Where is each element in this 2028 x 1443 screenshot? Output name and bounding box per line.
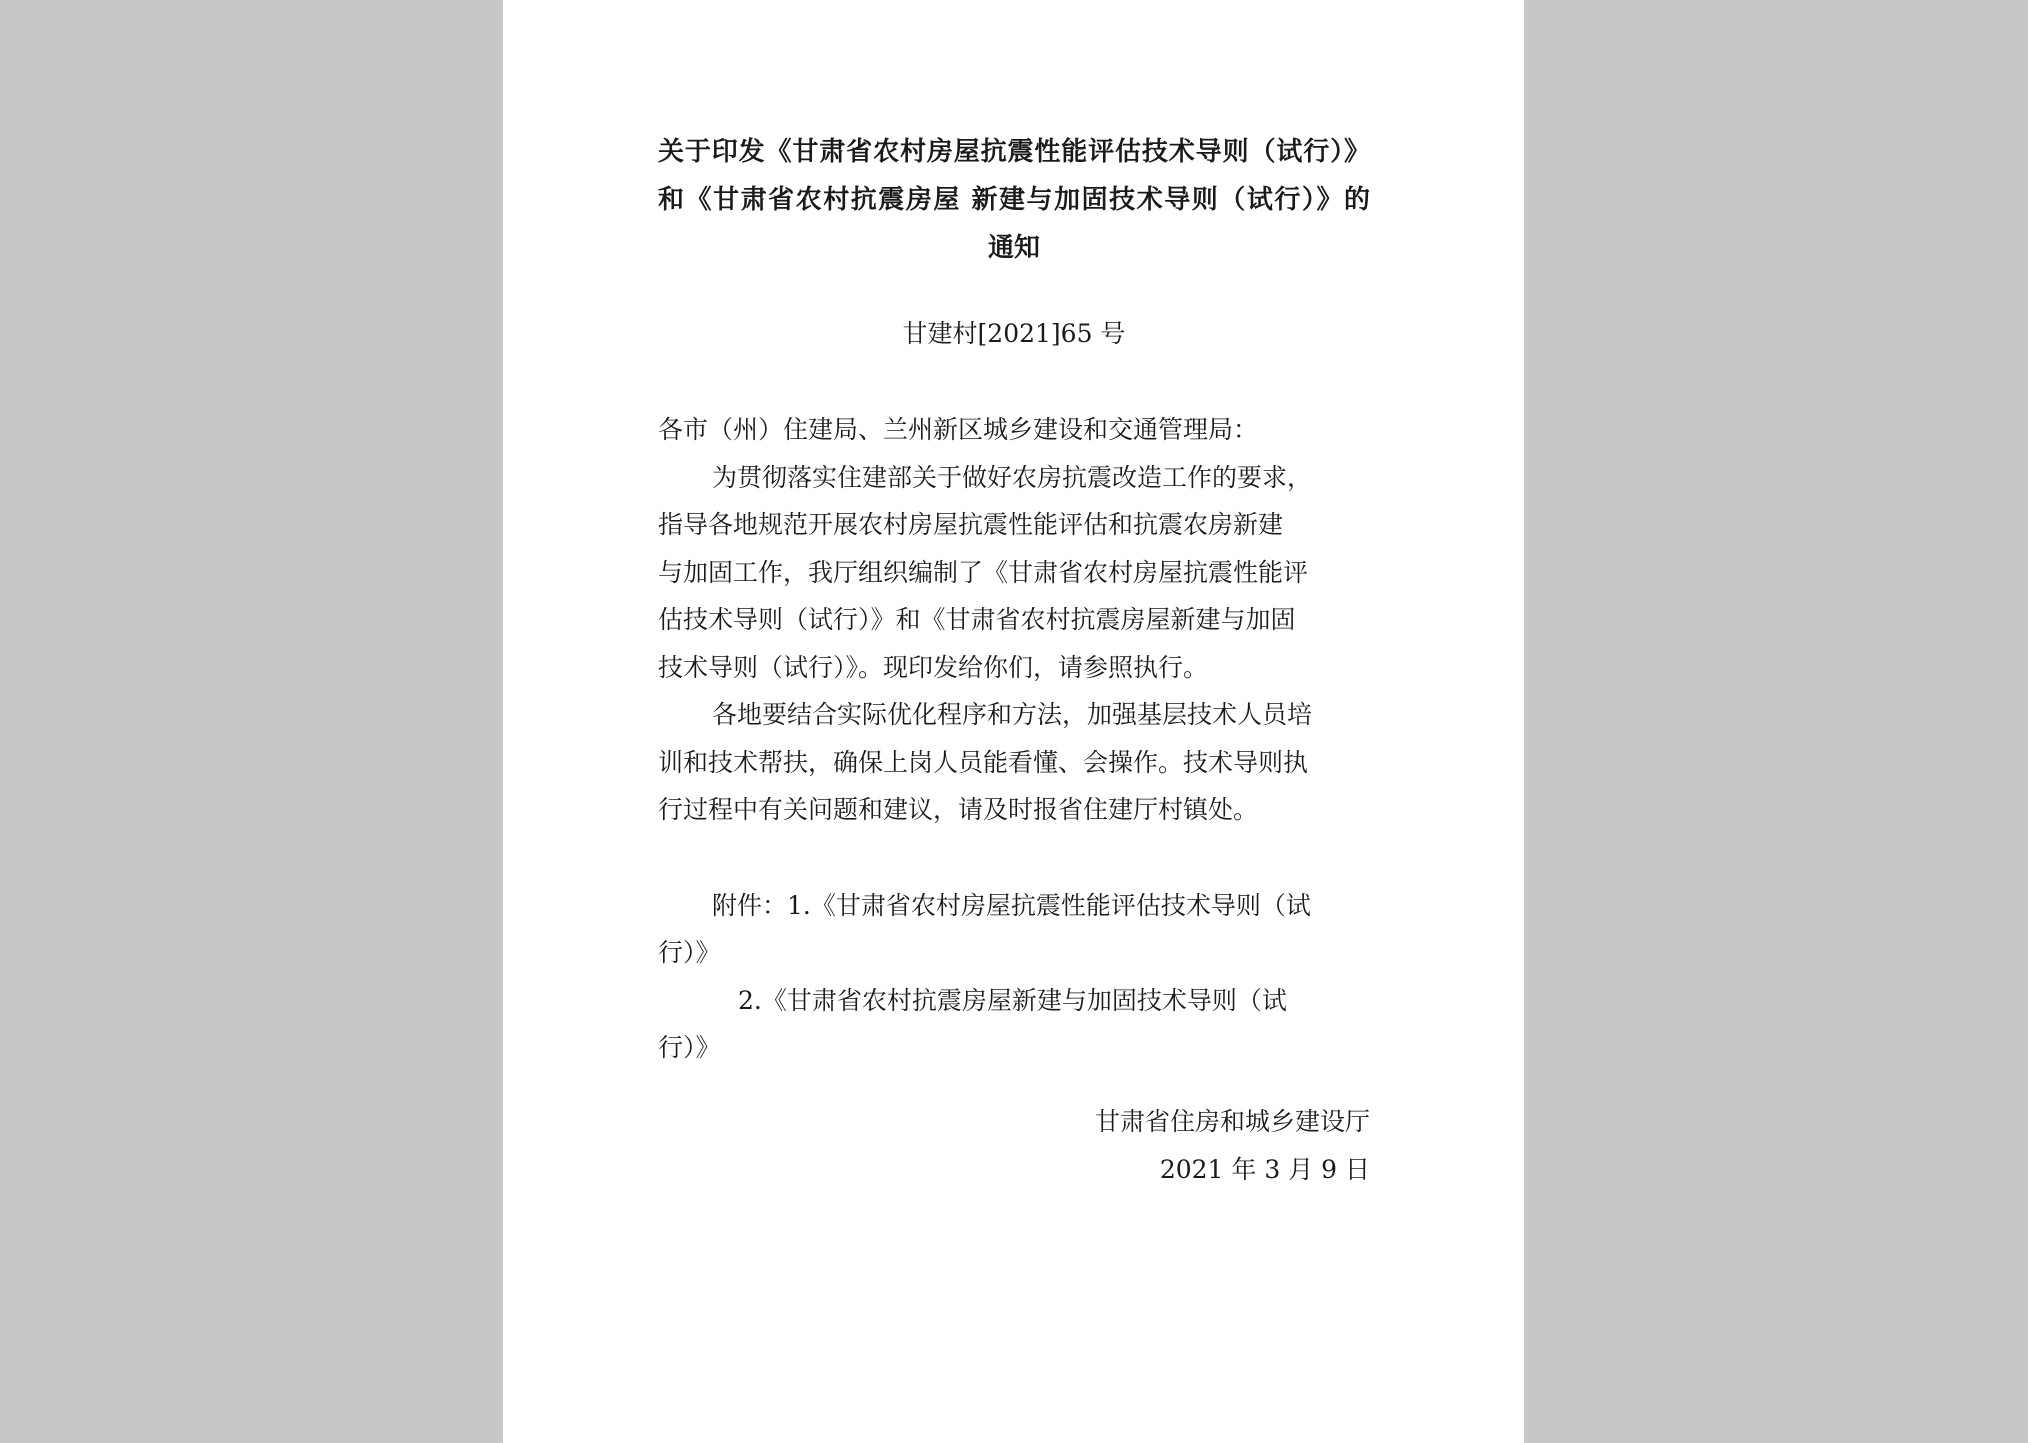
- signature-block: [658, 1098, 1370, 1194]
- title-line-2: 和《甘肃省农村抗震房屋 新建与加固技术导则（试行）》的: [658, 185, 1370, 215]
- document-title: [658, 128, 1370, 272]
- paragraph-1-line-4: 估技术导则（试行）》和《甘肃省农村抗震房屋新建与加固: [658, 605, 1296, 634]
- title-line-1: 关于印发《甘肃省农村房屋抗震性能评估技术导则（试行）》: [658, 137, 1370, 167]
- attachment-2-line-1: 2.《甘肃省农村抗震房屋新建与加固技术导则（试: [738, 985, 1287, 1015]
- signature-org: 甘肃省住房和城乡建设厅: [1094, 1106, 1370, 1136]
- title-line-3: 通知: [987, 233, 1040, 263]
- paragraph-1-line-5: 技术导则（试行）》。现印发给你们，请参照执行。: [658, 652, 1209, 682]
- document-number: 甘建村[2021]65 号: [902, 319, 1126, 348]
- salutation: 各市（州）住建局、兰州新区城乡建设和交通管理局：: [658, 415, 1259, 444]
- paragraph-1-line-3: 与加固工作，我厅组织编制了《甘肃省农村房屋抗震性能评: [658, 557, 1309, 587]
- signature-date: 2021 年 3 月 9 日: [1159, 1154, 1370, 1184]
- paragraph-1-line-1: 为贯彻落实住建部关于做好农房抗震改造工作的要求，: [712, 462, 1313, 492]
- attachment-1-line-1: 附件：1.《甘肃省农村房屋抗震性能评估技术导则（试: [712, 890, 1311, 920]
- document-body: [658, 406, 1370, 1072]
- document-content: [658, 128, 1370, 1194]
- paragraph-2-line-3: 行过程中有关问题和建议，请及时报省住建厅村镇处。: [658, 795, 1259, 824]
- paragraph-1-line-2: 指导各地规范开展农村房屋抗震性能评估和抗震农房新建: [658, 510, 1284, 539]
- paragraph-2-line-2: 训和技术帮扶，确保上岗人员能看懂、会操作。技术导则执: [658, 747, 1309, 777]
- spacer: [658, 834, 1370, 882]
- attachment-2-line-2: 行）》: [658, 1033, 721, 1062]
- document-page: [503, 0, 1524, 1443]
- attachment-1-line-2: 行）》: [658, 938, 721, 967]
- paragraph-2-line-1: 各地要结合实际优化程序和方法，加强基层技术人员培: [712, 700, 1313, 729]
